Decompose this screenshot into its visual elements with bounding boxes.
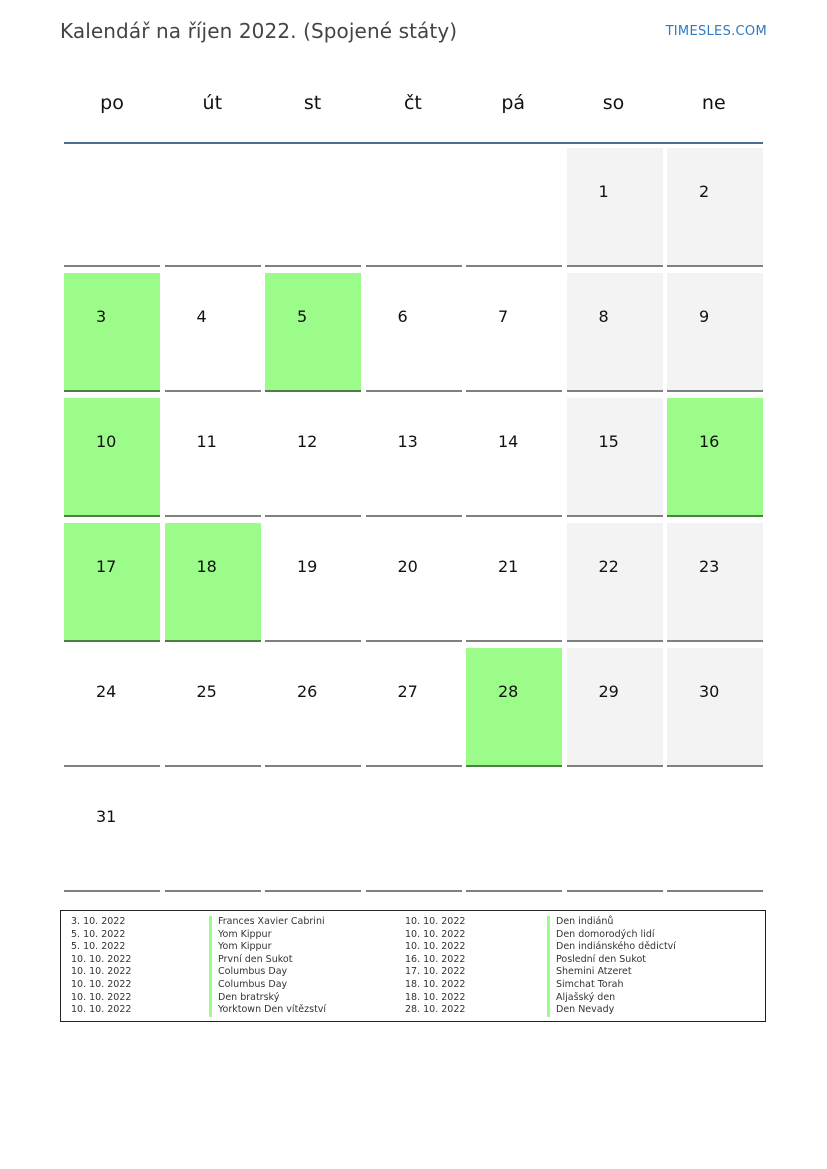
empty-day-cell [466, 148, 562, 267]
day-number: 23 [699, 557, 720, 576]
page-title: Kalendář na říjen 2022. (Spojené státy) [60, 19, 458, 43]
day-number: 3 [96, 307, 107, 326]
day-cell[interactable] [64, 773, 160, 892]
day-number: 15 [598, 432, 619, 451]
day-cell[interactable] [64, 398, 160, 517]
day-cell[interactable] [366, 523, 462, 642]
day-cell[interactable] [165, 523, 261, 642]
day-cell[interactable] [466, 648, 562, 767]
holiday-name: Yom Kippur [209, 929, 326, 942]
day-number: 21 [498, 557, 519, 576]
holiday-name: Den Nevady [547, 1004, 676, 1017]
weekday-label: so [602, 92, 625, 114]
holiday-date: 10. 10. 2022 [71, 991, 132, 1003]
holiday-date: 18. 10. 2022 [405, 978, 466, 990]
day-cell[interactable] [466, 523, 562, 642]
day-cell[interactable] [567, 648, 663, 767]
day-number: 14 [498, 432, 519, 451]
weekday-label: ne [701, 92, 726, 114]
day-cell[interactable] [366, 398, 462, 517]
legend-names-right [547, 916, 676, 1017]
day-cell[interactable] [265, 273, 361, 392]
empty-day-cell [366, 773, 462, 892]
day-number: 6 [397, 307, 408, 326]
holiday-date: 10. 10. 2022 [405, 941, 466, 953]
holiday-date: 10. 10. 2022 [71, 978, 132, 990]
day-number: 9 [699, 307, 710, 326]
empty-day-cell [667, 773, 763, 892]
day-number: 30 [699, 682, 720, 701]
holiday-date: 10. 10. 2022 [71, 966, 132, 978]
day-number: 11 [196, 432, 217, 451]
day-cell[interactable] [64, 523, 160, 642]
day-cell[interactable] [165, 398, 261, 517]
weekday-label: út [202, 92, 223, 114]
day-number: 4 [196, 307, 207, 326]
day-number: 29 [598, 682, 619, 701]
day-number: 24 [96, 682, 117, 701]
holiday-name: Shemini Atzeret [547, 966, 676, 979]
holiday-date: 5. 10. 2022 [71, 941, 126, 953]
day-cell[interactable] [466, 273, 562, 392]
holiday-name: Den indiánského dědictví [547, 941, 676, 954]
header-divider [64, 142, 763, 144]
day-number: 28 [498, 682, 519, 701]
empty-day-cell [165, 148, 261, 267]
day-number: 27 [397, 682, 418, 701]
day-number: 2 [699, 182, 710, 201]
day-cell[interactable] [667, 148, 763, 267]
empty-day-cell [466, 773, 562, 892]
weekday-label: st [303, 92, 322, 114]
day-cell[interactable] [466, 398, 562, 517]
legend-dates-left [71, 916, 131, 1017]
day-number: 7 [498, 307, 509, 326]
holiday-date: 10. 10. 2022 [71, 1004, 132, 1016]
holiday-name: Poslední den Sukot [547, 954, 676, 967]
legend-names-left [209, 916, 326, 1017]
day-number: 17 [96, 557, 117, 576]
holiday-date: 5. 10. 2022 [71, 928, 126, 940]
holiday-name: Columbus Day [209, 966, 326, 979]
day-cell[interactable] [667, 648, 763, 767]
empty-day-cell [366, 148, 462, 267]
day-cell[interactable] [265, 523, 361, 642]
day-number: 16 [699, 432, 720, 451]
legend-dates-right [405, 916, 465, 1017]
weekday-header [64, 92, 764, 118]
day-cell[interactable] [667, 273, 763, 392]
holiday-date: 10. 10. 2022 [405, 916, 466, 927]
holiday-date: 10. 10. 2022 [71, 953, 132, 965]
holiday-name: Simchat Torah [547, 979, 676, 992]
empty-day-cell [265, 148, 361, 267]
holiday-name: Yorktown Den vítězství [209, 1004, 326, 1017]
holiday-name: Frances Xavier Cabrini [209, 916, 326, 929]
holiday-date: 16. 10. 2022 [405, 953, 466, 965]
day-cell[interactable] [567, 273, 663, 392]
day-cell[interactable] [165, 648, 261, 767]
holiday-name: Den indiánů [547, 916, 676, 929]
day-number: 8 [598, 307, 609, 326]
holiday-legend [60, 910, 766, 1022]
day-number: 1 [598, 182, 609, 201]
day-number: 22 [598, 557, 619, 576]
day-cell[interactable] [667, 523, 763, 642]
holiday-date: 10. 10. 2022 [405, 928, 466, 940]
holiday-name: První den Sukot [209, 954, 326, 967]
day-cell[interactable] [165, 273, 261, 392]
day-number: 20 [397, 557, 418, 576]
holiday-name: Columbus Day [209, 979, 326, 992]
weekday-label: čt [403, 92, 422, 114]
day-cell[interactable] [265, 648, 361, 767]
holiday-date: 3. 10. 2022 [71, 916, 126, 927]
day-number: 5 [297, 307, 308, 326]
day-number: 19 [297, 557, 318, 576]
day-number: 26 [297, 682, 318, 701]
day-cell[interactable] [366, 273, 462, 392]
day-number: 31 [96, 807, 117, 826]
holiday-name: Yom Kippur [209, 941, 326, 954]
day-number: 18 [196, 557, 217, 576]
weekday-label: pá [501, 92, 526, 114]
day-number: 25 [196, 682, 217, 701]
day-number: 10 [96, 432, 117, 451]
holiday-date: 28. 10. 2022 [405, 1004, 466, 1016]
empty-day-cell [165, 773, 261, 892]
empty-day-cell [64, 148, 160, 267]
day-number: 12 [297, 432, 318, 451]
holiday-name: Den bratrský [209, 992, 326, 1005]
holiday-name: Aljašský den [547, 992, 676, 1005]
day-cell[interactable] [567, 523, 663, 642]
brand-link[interactable]: TIMESLES.COM [665, 24, 767, 39]
day-number: 13 [397, 432, 418, 451]
day-cell[interactable] [64, 648, 160, 767]
day-cell[interactable] [265, 398, 361, 517]
empty-day-cell [567, 773, 663, 892]
holiday-date: 18. 10. 2022 [405, 991, 466, 1003]
day-cell[interactable] [567, 148, 663, 267]
day-cell[interactable] [366, 648, 462, 767]
weekday-label: po [100, 92, 124, 114]
day-cell[interactable] [64, 273, 160, 392]
day-cell[interactable] [567, 398, 663, 517]
day-cell[interactable] [667, 398, 763, 517]
empty-day-cell [265, 773, 361, 892]
holiday-name: Den domorodých lidí [547, 929, 676, 942]
holiday-date: 17. 10. 2022 [405, 966, 466, 978]
